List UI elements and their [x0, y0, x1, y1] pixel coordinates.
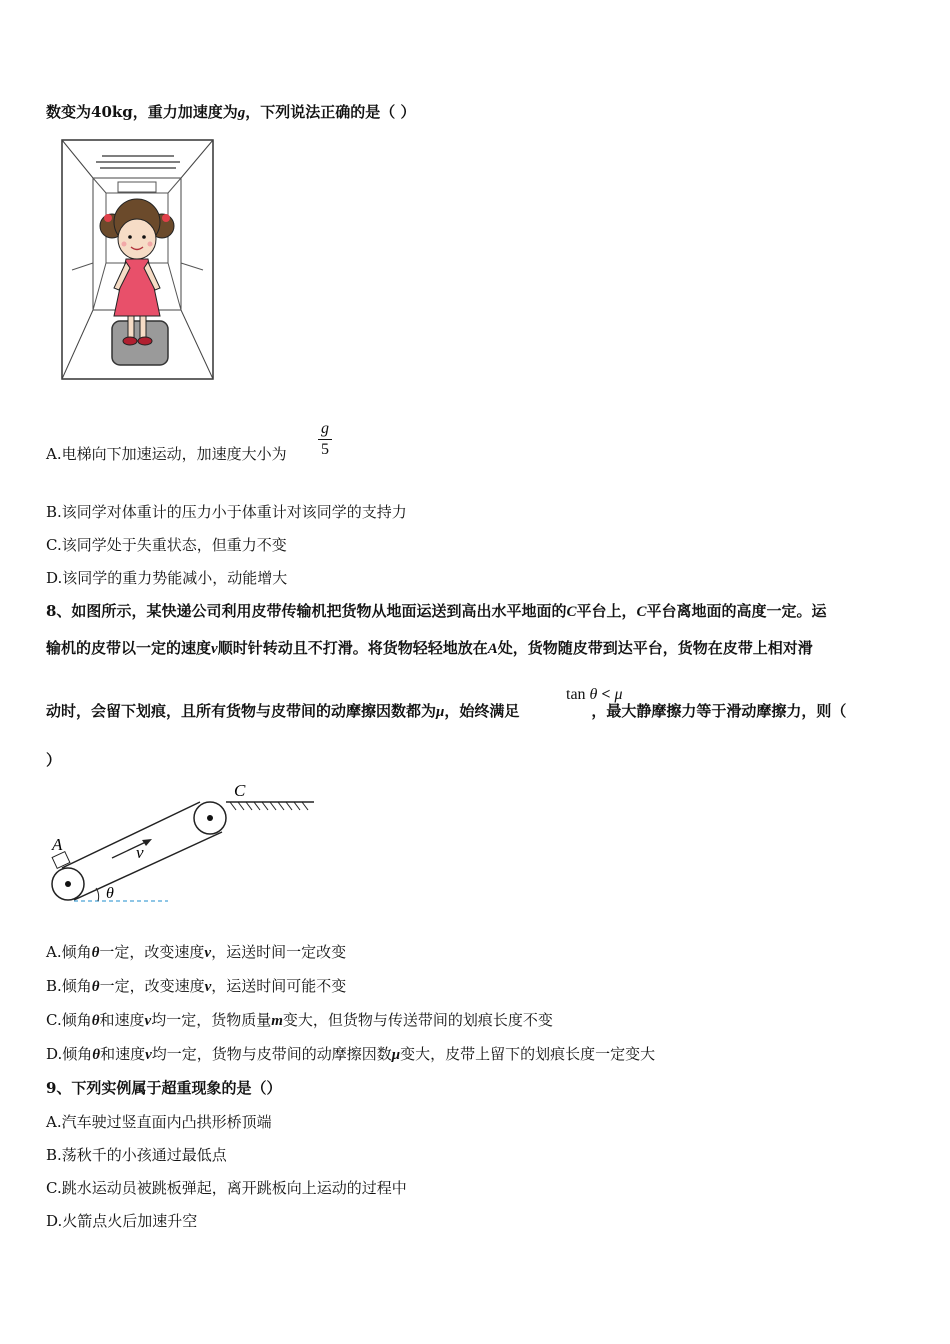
theta-symbol: θ: [91, 1013, 100, 1029]
q9-option-c[interactable]: C.跳水运动员被跳板弹起，离开跳板向上运动的过程中: [46, 1179, 407, 1197]
q8-stem-line-4: ）: [46, 751, 62, 769]
theta-symbol: θ: [91, 979, 100, 995]
q7-option-a-fraction: [318, 420, 332, 459]
q7-option-a-text: A.电梯向下加速运动，加速度大小为: [46, 445, 287, 463]
q8-a-a: A.倾角: [46, 943, 92, 961]
mu-symbol: μ: [391, 1047, 401, 1063]
q8-a-c: ，运送时间一定改变: [211, 943, 347, 961]
q8-option-d[interactable]: [46, 1044, 655, 1065]
q8-c-a: C.倾角: [46, 1011, 92, 1029]
v-symbol: v: [145, 1047, 152, 1063]
q8-stem-line-1: [46, 601, 827, 622]
fraction-numerator: g: [318, 420, 332, 440]
q8-b-c: ，运送时间可能不变: [211, 977, 347, 995]
conveyor-belt-diagram: [40, 776, 330, 910]
tan-theta: θ: [589, 686, 598, 703]
q8-label-c: C: [566, 604, 577, 620]
q7-stem-a: 数变为: [46, 103, 92, 121]
q7-g-symbol: g: [237, 105, 246, 121]
q8-l2-b: 顺时针转动且不打滑。将货物轻轻地放在: [217, 639, 488, 657]
q8-stem-line-3: [46, 701, 846, 722]
tan-mu: μ: [614, 686, 623, 703]
q8-c-b: 和速度: [99, 1011, 145, 1029]
q8-l1-a: 8、如图所示，某快递公司利用皮带传输机把货物从地面运送到高出水平地面的: [46, 602, 567, 620]
q8-stem-line-2: [46, 638, 813, 659]
q7-stem-b: ，重力加速度为: [132, 103, 238, 121]
q7-mass: 40kg: [91, 103, 133, 121]
q9-option-d[interactable]: D.火箭点火后加速升空: [46, 1212, 198, 1230]
label-a: A: [52, 835, 63, 854]
label-v: v: [136, 843, 144, 862]
q7-option-a[interactable]: [46, 444, 287, 464]
v-symbol: v: [204, 979, 212, 995]
theta-symbol: θ: [91, 945, 100, 961]
label-theta: θ: [106, 885, 114, 902]
q8-option-b[interactable]: [46, 976, 346, 997]
q8-c-d: 变大，但货物与传送带间的划痕长度不变: [282, 1011, 553, 1029]
q8-d-c: 均一定，货物与皮带间的动摩擦因数: [151, 1045, 392, 1063]
elevator-girl-illustration: [60, 138, 216, 382]
q9-stem: 9、下列实例属于超重现象的是（）: [46, 1079, 282, 1097]
q8-label-c-2: C: [636, 604, 647, 620]
q8-l2-c: 处，货物随皮带到达平台，货物在皮带上相对滑: [497, 639, 813, 657]
q8-label-a: A: [487, 641, 498, 657]
theta-symbol: θ: [92, 1047, 101, 1063]
fraction-denominator: 5: [321, 441, 329, 458]
q8-l3-a: 动时，会留下划痕，且所有货物与皮带间的动摩擦因数都为: [46, 702, 437, 720]
q8-l3-b: ，始终满足: [444, 702, 520, 720]
q8-option-c[interactable]: [46, 1010, 553, 1031]
q8-l1-c: 平台离地面的高度一定。运: [646, 602, 827, 620]
q8-a-b: 一定，改变速度: [99, 943, 205, 961]
label-c: C: [234, 781, 246, 800]
tan-fn: tan: [566, 686, 586, 703]
q8-b-a: B.倾角: [46, 977, 92, 995]
q9-option-a[interactable]: A.汽车驶过竖直面内凸拱形桥顶端: [46, 1113, 272, 1131]
q7-option-c[interactable]: C.该同学处于失重状态，但重力不变: [46, 536, 287, 554]
q8-d-b: 和速度: [100, 1045, 146, 1063]
q7-stem: [46, 102, 416, 123]
q9-option-b[interactable]: B.荡秋千的小孩通过最低点: [46, 1146, 227, 1164]
q8-b-b: 一定，改变速度: [99, 977, 205, 995]
q8-option-a[interactable]: [46, 942, 346, 963]
m-symbol: m: [271, 1013, 283, 1029]
q7-option-b[interactable]: B.该同学对体重计的压力小于体重计对该同学的支持力: [46, 503, 407, 521]
tan-lt: <: [601, 686, 611, 703]
q8-l3-c: ，最大静摩擦力等于滑动摩擦力，则（: [591, 702, 847, 720]
q7-stem-c: ，下列说法正确的是（ ）: [245, 103, 416, 121]
q8-tan-condition: [566, 686, 623, 704]
q8-l2-a: 输机的皮带以一定的速度: [46, 639, 212, 657]
v-symbol: v: [204, 945, 212, 961]
q7-option-d[interactable]: D.该同学的重力势能减小，动能增大: [46, 569, 288, 587]
q8-c-c: 均一定，货物质量: [151, 1011, 272, 1029]
q8-d-d: 变大，皮带上留下的划痕长度一定变大: [400, 1045, 656, 1063]
q8-d-a: D.倾角: [46, 1045, 93, 1063]
q8-v-symbol: v: [211, 641, 218, 657]
q8-mu-symbol: μ: [436, 704, 445, 720]
v-symbol: v: [144, 1013, 152, 1029]
q8-l1-b: 平台上，: [576, 602, 637, 620]
